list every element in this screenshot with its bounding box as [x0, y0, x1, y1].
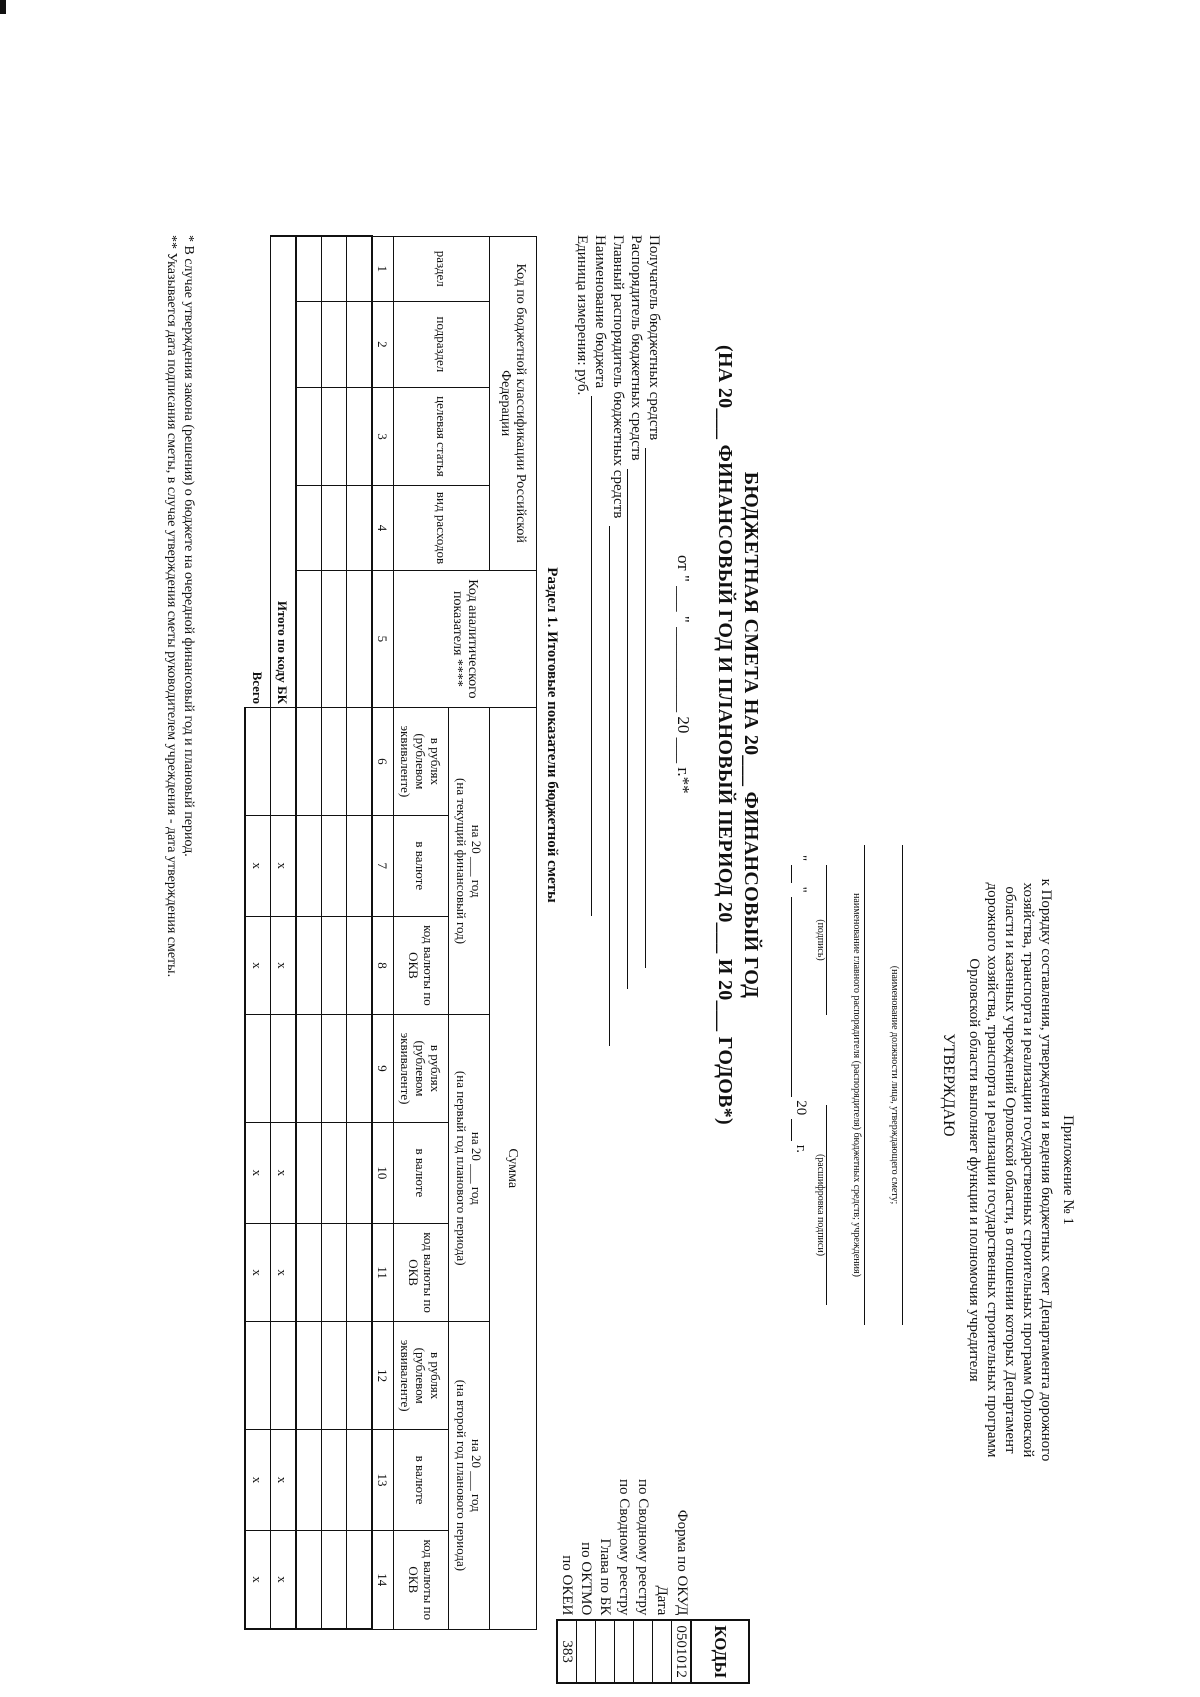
- info-label: Распорядитель бюджетных средств: [628, 235, 644, 461]
- x-mark: x: [245, 1122, 271, 1223]
- x-mark: x: [271, 1122, 297, 1223]
- table-cell[interactable]: [296, 1223, 322, 1321]
- decode-caption: (расшифровка подписи): [815, 1153, 826, 1257]
- table-cell[interactable]: [322, 1015, 347, 1123]
- appendix-line: Орловской области выполняет функции и полномочия учредителя: [966, 958, 982, 1382]
- date-day-field[interactable]: [791, 865, 809, 883]
- date-suffix: г.: [793, 1144, 809, 1153]
- table-cell[interactable]: [322, 815, 347, 916]
- table-cell[interactable]: [322, 1122, 347, 1223]
- appendix-title: Приложение № 1: [1060, 1115, 1076, 1225]
- table-cell[interactable]: [271, 1322, 297, 1430]
- x-mark: x: [245, 1223, 271, 1321]
- x-mark: x: [271, 1531, 297, 1629]
- table-cell[interactable]: [296, 302, 322, 388]
- table-cell[interactable]: [245, 1015, 271, 1123]
- appendix-line: области и казенных учреждений Орловской области, в отношении которых Департамент: [1002, 886, 1018, 1454]
- column-number: 13: [372, 1429, 394, 1530]
- appendix-header: [965, 755, 1077, 1585]
- code-label: по ОКТМО: [578, 1542, 595, 1616]
- code-value[interactable]: [596, 1620, 615, 1683]
- table-cell[interactable]: [322, 302, 347, 388]
- table-cell[interactable]: [296, 1015, 322, 1123]
- column-number: 7: [372, 815, 394, 916]
- period-year: на 20 ___ год: [469, 824, 484, 898]
- table-cell[interactable]: [296, 1429, 322, 1530]
- x-mark: x: [271, 1223, 297, 1321]
- info-label: Единица измерения: руб.: [574, 235, 590, 396]
- period-header: [449, 1322, 490, 1629]
- approval-date: [791, 845, 809, 1325]
- footnote: * В случае утверждения закона (решения) о бюджете на очередной финансовый год и плановый период.: [181, 235, 196, 857]
- column-number: 8: [372, 916, 394, 1014]
- sub-okv: код валюты по ОКВ: [394, 916, 449, 1014]
- sub-okv: код валюты по ОКВ: [394, 1531, 449, 1629]
- info-row: [573, 235, 591, 1046]
- approval-block: [791, 845, 957, 1325]
- table-cell[interactable]: [347, 1223, 373, 1321]
- code-value[interactable]: [634, 1620, 653, 1683]
- bk-col-expense-type: вид расходов: [394, 486, 490, 571]
- table-cell[interactable]: [296, 916, 322, 1014]
- table-cell[interactable]: [296, 236, 322, 302]
- decode-line[interactable]: [826, 1105, 829, 1305]
- sub-currency: в валюте: [394, 1122, 449, 1223]
- appendix-line: хозяйства, транспорта и реализации государственных строительных программ Орловской: [1020, 882, 1036, 1458]
- table-row: [322, 236, 347, 1629]
- sub-currency: в валюте: [394, 815, 449, 916]
- x-mark: x: [245, 815, 271, 916]
- table-cell[interactable]: [322, 486, 347, 571]
- table-cell[interactable]: [296, 1322, 322, 1430]
- code-label: Форма по ОКУД: [673, 1509, 690, 1616]
- column-number: 11: [372, 1223, 394, 1321]
- code-value[interactable]: [653, 1620, 672, 1683]
- total-bk-row: [271, 236, 297, 1629]
- x-mark: x: [271, 1429, 297, 1530]
- footnotes: [163, 235, 197, 977]
- table-cell[interactable]: [296, 708, 322, 816]
- scan-artifact: [0, 0, 6, 14]
- analytic-header: Код аналитического показателя ****: [394, 570, 537, 707]
- info-label: Наименование бюджета: [592, 235, 608, 389]
- column-number: 1: [372, 236, 394, 302]
- date-month-field[interactable]: [791, 897, 809, 1097]
- codes-table: [556, 1475, 750, 1684]
- document-date-line: от " ___ " __________ 20 ___ г.**: [674, 555, 693, 794]
- total-label: Всего: [245, 236, 271, 708]
- info-row: [627, 235, 645, 1046]
- table-row: [296, 236, 322, 1629]
- position-caption: (наименование должности лица, утверждающего смету;: [889, 965, 900, 1205]
- table-cell[interactable]: [296, 387, 322, 485]
- budget-table: [244, 235, 537, 1630]
- x-mark: x: [271, 916, 297, 1014]
- code-value[interactable]: 383: [557, 1620, 577, 1683]
- code-value[interactable]: 0501012: [672, 1620, 692, 1683]
- info-row: [591, 235, 609, 1046]
- table-cell[interactable]: [322, 1322, 347, 1430]
- info-line[interactable]: [591, 396, 607, 916]
- table-cell[interactable]: [245, 1322, 271, 1430]
- column-number: 12: [372, 1322, 394, 1430]
- total-bk-label: Итого по коду БК: [271, 236, 297, 708]
- table-cell[interactable]: [347, 236, 373, 302]
- table-cell[interactable]: [296, 1531, 322, 1629]
- appendix-line: к Порядку составления, утверждения и ведения бюджетных смет Департамента дорожного: [1038, 878, 1054, 1462]
- column-number: 10: [372, 1122, 394, 1223]
- sub-okv: код валюты по ОКВ: [394, 1223, 449, 1321]
- sub-rub: в рублях (рублевом эквиваленте): [394, 1322, 449, 1430]
- sub-rub: в рублях (рублевом эквиваленте): [394, 708, 449, 816]
- x-mark: x: [245, 916, 271, 1014]
- table-cell[interactable]: [347, 1531, 373, 1629]
- column-number: 14: [372, 1531, 394, 1629]
- table-cell[interactable]: [322, 916, 347, 1014]
- column-number: 5: [372, 570, 394, 707]
- column-number: 6: [372, 708, 394, 816]
- column-number: 3: [372, 387, 394, 485]
- bk-header: Код по бюджетной классификации Российской Федерации: [490, 236, 537, 570]
- table-cell[interactable]: [322, 570, 347, 707]
- approval-heading: УТВЕРЖДАЮ: [940, 1033, 957, 1137]
- date-quote: ": [793, 855, 809, 862]
- date-year-field[interactable]: [791, 1119, 809, 1141]
- date-year-prefix: 20: [793, 1100, 809, 1116]
- table-cell[interactable]: [322, 1429, 347, 1530]
- table-cell[interactable]: [271, 1015, 297, 1123]
- table-cell[interactable]: [322, 708, 347, 816]
- table-cell[interactable]: [347, 570, 373, 707]
- table-cell[interactable]: [296, 815, 322, 916]
- code-label: по Сводному реестру: [616, 1479, 633, 1616]
- position-line[interactable]: [902, 845, 913, 1325]
- table-cell[interactable]: [296, 1122, 322, 1223]
- info-row: [609, 235, 627, 1046]
- column-number: 4: [372, 486, 394, 571]
- x-mark: x: [245, 1531, 271, 1629]
- info-line[interactable]: [645, 448, 661, 968]
- footnote: ** Указывается дата подписания сметы, в случае утверждения сметы руководителем учреждения - дата утверждения сметы.: [164, 235, 179, 978]
- info-row: [645, 235, 663, 1046]
- table-cell[interactable]: [322, 236, 347, 302]
- table-cell[interactable]: [322, 1531, 347, 1629]
- signature-caption: (подпись): [815, 919, 826, 961]
- table-row: [347, 236, 373, 1629]
- table-cell[interactable]: [347, 387, 373, 485]
- rotated-page: [55, 235, 1085, 1679]
- period-note: (на первый год планового периода): [454, 1070, 469, 1266]
- total-row: [245, 236, 271, 1629]
- organization-caption: наименование главного распорядителя (распорядителя) бюджетных средств; учреждения): [851, 893, 862, 1277]
- info-line[interactable]: [627, 469, 643, 989]
- column-number: 9: [372, 1015, 394, 1123]
- period-note: (на второй год планового периода): [454, 1379, 469, 1572]
- info-line[interactable]: [609, 526, 625, 1046]
- table-cell[interactable]: [245, 708, 271, 816]
- codes-header: КОДЫ: [691, 1620, 749, 1683]
- table-cell[interactable]: [347, 1322, 373, 1430]
- column-number: 2: [372, 302, 394, 388]
- organization-line[interactable]: [864, 845, 889, 1325]
- date-quote: ": [793, 886, 809, 893]
- table-cell[interactable]: [271, 708, 297, 816]
- table-cell[interactable]: [296, 486, 322, 571]
- bk-col-section: раздел: [394, 236, 490, 302]
- code-label: по Сводному реестру: [635, 1479, 652, 1616]
- x-mark: x: [271, 815, 297, 916]
- appendix-line: дорожного хозяйства, транспорта и реализации государственных строительных программ: [984, 882, 1000, 1458]
- table-cell[interactable]: [347, 486, 373, 571]
- table-cell[interactable]: [296, 570, 322, 707]
- table-cell[interactable]: [347, 916, 373, 1014]
- document-title: БЮДЖЕТНАЯ СМЕТА НА 20___ ФИНАНСОВЫЙ ГОД: [740, 471, 762, 999]
- period-note: (на текущий финансовый год): [454, 778, 469, 945]
- code-label: Дата: [654, 1585, 671, 1616]
- section-title: Раздел 1. Итоговые показатели бюджетной сметы: [544, 567, 560, 903]
- info-label: Получатель бюджетных средств: [646, 235, 662, 441]
- table-cell[interactable]: [347, 1015, 373, 1123]
- table-cell[interactable]: [347, 1122, 373, 1223]
- period-year: на 20 ___ год: [469, 1131, 484, 1205]
- signature-line[interactable]: [826, 865, 829, 1015]
- code-value[interactable]: [615, 1620, 634, 1683]
- info-label: Главный распорядитель бюджетных средств: [610, 235, 626, 519]
- table-cell[interactable]: [322, 1223, 347, 1321]
- info-fields: [573, 235, 663, 1046]
- sub-rub: в рублях (рублевом эквиваленте): [394, 1015, 449, 1123]
- period-header: [449, 708, 490, 1015]
- sum-header: Сумма: [490, 708, 537, 1629]
- x-mark: x: [245, 1429, 271, 1530]
- period-header: [449, 1015, 490, 1322]
- bk-col-subsection: подраздел: [394, 302, 490, 388]
- table-cell[interactable]: [322, 387, 347, 485]
- bk-col-target: целевая статья: [394, 387, 490, 485]
- table-cell[interactable]: [347, 708, 373, 816]
- code-value[interactable]: [577, 1620, 596, 1683]
- table-cell[interactable]: [347, 1429, 373, 1530]
- period-year: на 20 ___ год: [469, 1439, 484, 1512]
- code-label: по ОКЕИ: [559, 1555, 576, 1616]
- code-label: Глава по БК: [597, 1538, 614, 1616]
- sub-currency: в валюте: [394, 1429, 449, 1530]
- table-cell[interactable]: [347, 815, 373, 916]
- document-subtitle: (НА 20___ ФИНАНСОВЫЙ ГОД И ПЛАНОВЫЙ ПЕРИОД 20___ И 20___ ГОДОВ*): [714, 345, 736, 1125]
- table-cell[interactable]: [347, 302, 373, 388]
